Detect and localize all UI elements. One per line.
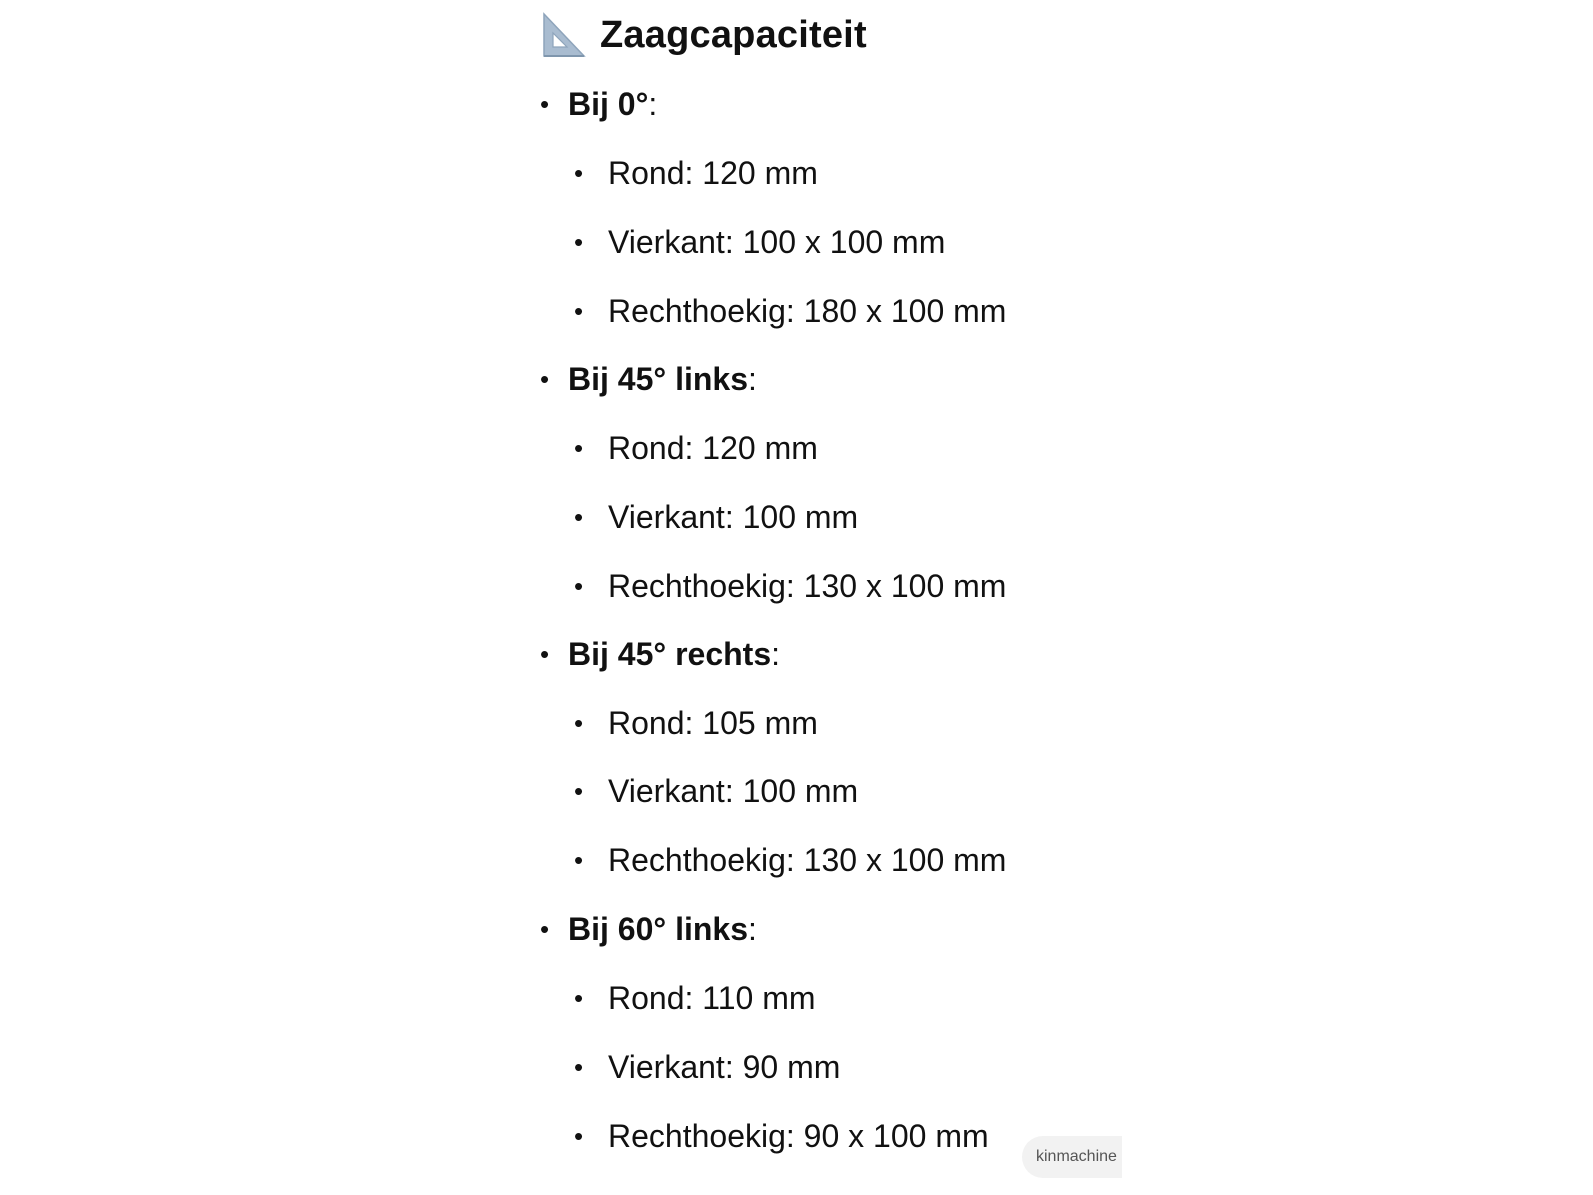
spec-text: Vierkant: 90 mm bbox=[608, 1049, 841, 1085]
bullet: • bbox=[574, 1052, 584, 1082]
bullet: • bbox=[574, 845, 584, 875]
spec-text: Rechthoekig: 130 x 100 mm bbox=[608, 842, 1007, 878]
section-label: Bij 45° links bbox=[568, 361, 748, 397]
bullet: • bbox=[574, 983, 584, 1013]
bullet: • bbox=[574, 502, 584, 532]
spec-text: Rechthoekig: 180 x 100 mm bbox=[608, 293, 1007, 329]
spec-text: Rond: 105 mm bbox=[608, 705, 818, 741]
section-label: Bij 60° links bbox=[568, 911, 748, 947]
page-title: Zaagcapaciteit bbox=[600, 13, 867, 56]
bullet: • bbox=[574, 227, 584, 257]
source-chip[interactable]: kinmachine bbox=[1022, 1136, 1122, 1178]
bullet: • bbox=[574, 158, 584, 188]
spec-text: Vierkant: 100 mm bbox=[608, 499, 859, 535]
triangular-ruler-icon bbox=[540, 12, 586, 58]
bullet: • bbox=[540, 364, 550, 394]
bullet: • bbox=[540, 639, 550, 669]
bullet: • bbox=[574, 433, 584, 463]
bullet: • bbox=[540, 914, 550, 944]
section-heading bbox=[540, 10, 867, 60]
bullet: • bbox=[574, 571, 584, 601]
section-label: Bij 45° rechts bbox=[568, 636, 772, 672]
spec-text: Vierkant: 100 mm bbox=[608, 773, 859, 809]
bullet: • bbox=[574, 708, 584, 738]
spec-text: Rond: 120 mm bbox=[608, 155, 818, 191]
bullet: • bbox=[574, 1121, 584, 1151]
spec-text: Vierkant: 100 x 100 mm bbox=[608, 224, 946, 260]
spec-text: Rechthoekig: 130 x 100 mm bbox=[608, 568, 1007, 604]
section-label: Bij 0° bbox=[568, 86, 649, 122]
bullet: • bbox=[574, 296, 584, 326]
spec-text: Rechthoekig: 90 x 100 mm bbox=[608, 1118, 989, 1154]
bullet: • bbox=[574, 776, 584, 806]
spec-text: Rond: 110 mm bbox=[608, 980, 816, 1016]
spec-text: Rond: 120 mm bbox=[608, 430, 818, 466]
bullet: • bbox=[540, 89, 550, 119]
